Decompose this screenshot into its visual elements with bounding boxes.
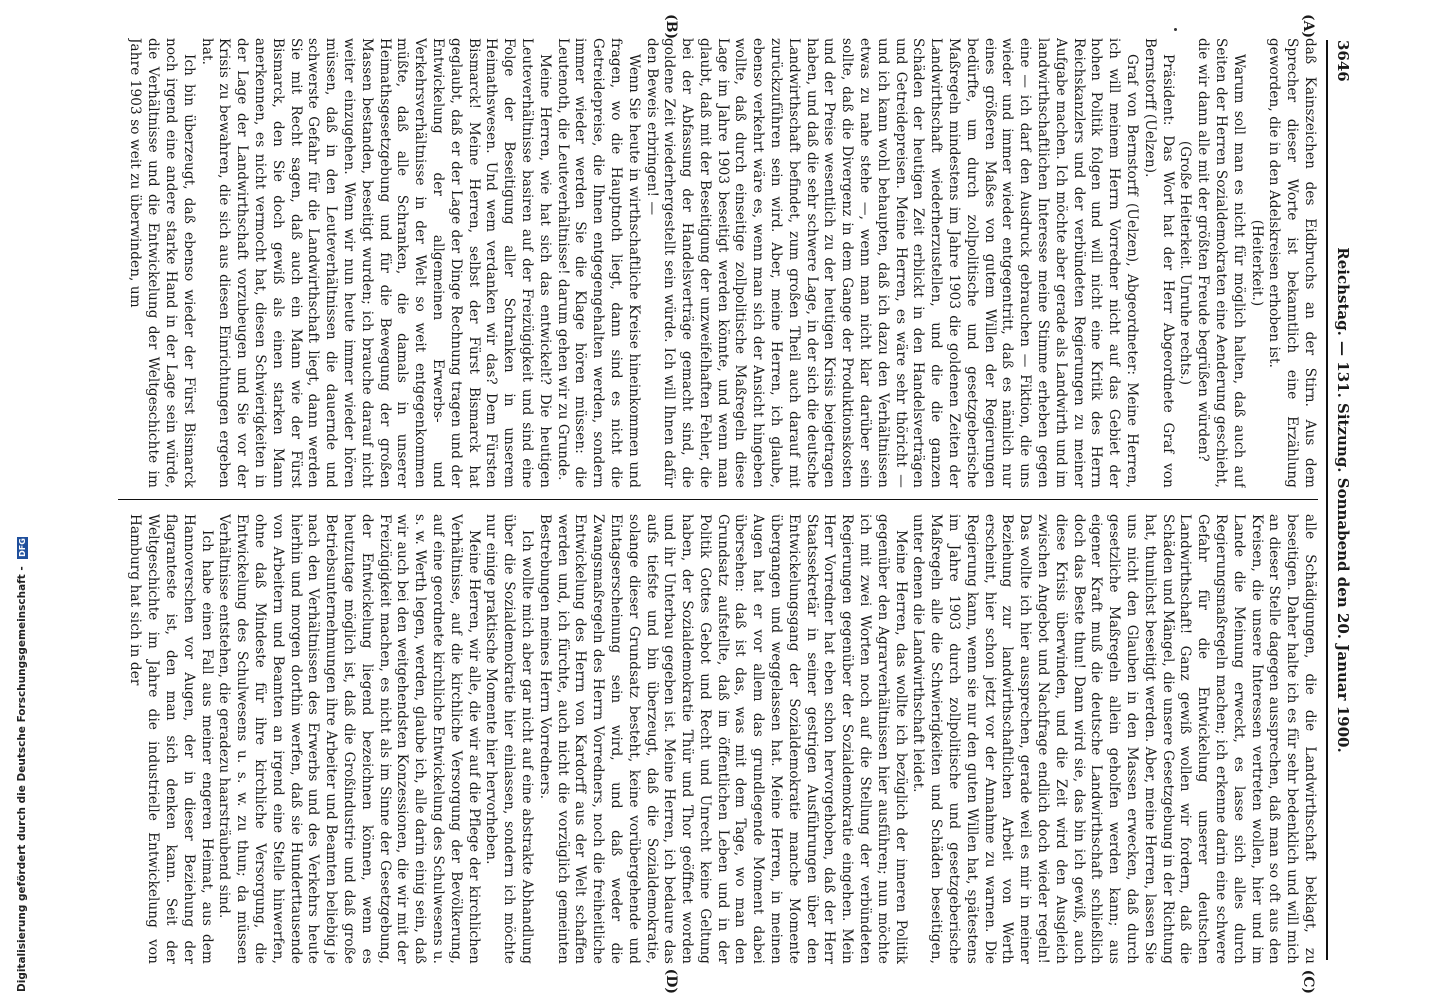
dfg-logo: DFG [17, 538, 27, 557]
rotated-document-page [72, 14, 1362, 994]
paragraph: Meine Herren, das wollte ich bezüglich der inneren Politik gegenüber den Agrarverhältnissen hier ausführen; nun möchte ich mit zwei Worten noch auf die Stellung der verbündeten Regierungen gegenüber der Sozialdemokratie eingehen. Mein Herr Vorredner hat eben schon hervorgehoben, daß der Herr Staatssekretär in seiner gestrigen Ausführungen über den Entwickelungsgang der Sozialdemokratie manche Momente übergangen und weggelassen hat. Meine Herren, in meinen Augen hat er vor allem das grundlegende Moment dabei übersehen: daß ist das, was mit dem Tage, wo man den Grundsatz aufstellte, daß im öffentlichen Leben und in der Politik Gottes Gebot und Recht und Unrecht keine Geltung haben, der Sozialdemokratie Thür und Thor geöffnet worden und ihr Unterbau gegeben ist. Meine Herren, ich bedaure das aufs tiefste und bin überzeugt, daß die Sozialdemokratie, solange dieser Grundsatz besteht, keine vorübergehende und Eintagserscheinung sein wird, und daß weder die Zwangsmaßregeln des Herrn Vorredners, noch die freiheitliche Entwickelung des Herrn von Kardorff aus der Welt schaffen werden und, ich fürchte, auch nicht die vorzüglich gemeinten Bestrebungen meines Herrn Vorredners. [536, 514, 909, 964]
column-divider [118, 499, 1318, 500]
stage-direction: (Große Heiterkeit. Unruhe rechts.) [1177, 140, 1194, 386]
digitization-credit [6, 538, 28, 992]
paragraph: Meine Herren, wir alle, die wir auf die Pflege der kirchlichen Verhältnisse, auf die kirchliche Versorgung der Bevölkerung, auf eine geordnete kirchliche Entwickelung des Schulwesens u. s. w. Werth legen, werden, glaube ich, alle darin einig sein, daß wir auch bei den weitgehendsten Konzessionen, die wir mit der Freizügigkeit machen, es nicht als im Sinne der Gesetzgebung, der Entwickelung liegend bezeichnen können, wenn es heutzutage möglich ist, daß die Großindustrie und daß große Betriebsunternehmungen ihre Arbeiter und Beamten beliebig je nach den Verhältnissen des Erwerbs und des Verkehrs heute hierhin und morgen dorthin werfen, daß sie Hunderttausende von Arbeitern und Beamten an irgend eine Stelle hinwerfen, ohne daß Mindeste für ihre kirchliche Versorgung, die Entwickelung des Schulwesens u. s. w. zu thun; da müssen Verhältnisse entstehen, die geradezu haarsträubend sind. [216, 514, 482, 964]
paragraph: Ich habe einen Fall aus meiner engeren Heimat, aus dem Hannoverschen vor Augen, der in dieser Beziehung der flagranteste ist, den man sich denken kann. Seit der Weltgeschichte im Jahre die industrielle Entwickelung von Hamburg hat sich in der [127, 514, 215, 964]
margin-mark-b: (B) [663, 14, 679, 40]
margin-mark-a: (A) [1300, 14, 1316, 39]
scan-speck [1174, 28, 1177, 31]
margin-mark-d: (D) [663, 968, 679, 994]
paragraph: alle Schädigungen, die die Landwirthschaft beklagt, zu beseitigen. Daher halte ich es für sehr bedenklich und will mich an dieser Stelle dagegen aussprechen, daß man so oft aus den Kreisen, die unsere Interessen vertreten wollen, hier und im Lande die Meinung erweckt, es lasse sich alles durch Regierungsmaßregeln machen; ich erkenne darin eine schwere Gefahr für die Entwickelung unserer deutschen Landwirthschaft! Ganz gewiß wollen wir fordern, daß die Schäden und Mängel, die unsere Gesetzgebung in der Richtung hat, thunlichst beseitigt werden. Aber, meine Herren, lassen Sie uns nicht den Glauben in den Massen erwecken, daß durch gesetzliche Maßregeln allein geholfen werden kann; aus eigener Kraft muß die deutsche Landwirthschaft schließlich doch das Beste thun! Dann wird sie, das bin ich gewiß, auch diese Krisis überwinden, und die Zeit wird den Ausgleich zwischen Angebot und Nachfrage endlich doch wieder regeln! Das wollte ich hier aussprechen, gerade weil es mir in meiner Beziehung zur landwirthschaftlichen Arbeit von Werth erscheint, hier schon jetzt vor der Annahme zu warnen. Die Regierung kann, wenn sie nur den guten Willen hat, spätestens im Jahre 1903 durch zollpolitische und gesetzgeberische Maßregeln alle die Schwierigkeiten und Schäden beseitigen, unter denen die Landwirthschaft leidet. [910, 514, 1318, 964]
stage-direction: (Heiterkeit.) [1248, 219, 1265, 307]
paragraph: Graf von Bernstorff (Uelzen), Abgeordneter: Meine Herren, ich will meinem Herrn Vorredner nicht auf das Gebiet der hohen Politik folgen und will nicht eine Kritik des Herrn Reichskanzlers und der verbündeten Regierungen zu meiner Aufgabe machen. Ich möchte aber gerade als Landwirth und im landwirthschaftlichen Interesse meine Stimme erheben gegen eine — ich darf den Ausdruck gebrauchen — Fiktion, die uns wieder und immer wieder entgegentritt, daß es nämlich nur eines größeren Maßes von gutem Willen der Regierungen bedürfte, um durch zollpolitische und gesetzgeberische Maßregeln mindestens im Jahre 1903 die goldenen Zeiten der Landwirthschaft wiederherzustellen, und die die ganzen Schäden der heutigen Zeit erblickt in den Handelsverträgen und Getreidepreisen. Meine Herren, es wäre sehr thöricht — und ich kann wohl behaupten, daß ich dazu den Verhältnissen etwas zu nahe stehe —, wenn man nicht klar darüber sein sollte, daß die Divergenz in dem Gange der Produktionskosten und der Preise wesentlich zu der heutigen Krisis beigetragen haben, und daß die sehr schwere Lage, in der sich die deutsche Landwirthschaft befindet, zum großen Theil auch darauf mit zurückzuführen sein wird. Aber, meine Herren, ich glaube, ebenso verkehrt wäre es, wenn man sich der Ansicht hingeben wollte, daß durch einseitige zollpolitische Maßregeln diese Lage im Jahre 1903 beseitigt werden könnte, und wenn man glaubt, daß mit der Beseitigung der unzweifelhaften Fehler, die bei der Abfassung der Handelsverträge gemacht sind, die goldene Zeit wiederhergestellt sein würde. Ich will Ihnen dafür den Beweis erbringen! — [643, 38, 1141, 488]
paragraph: Meine Herren, wie hat sich das entwickelt? Die heutigen Leuteverhältnisse basiren auf der Freizügigkeit und sind eine Folge der Beseitigung aller Schranken in unserem Heimathswesen. Und wem verdanken wir das? Dem Fürsten Bismarck! Meine Herren, selbst der Fürst Bismarck hat geglaubt, daß er der Lage der Dinge Rechnung tragen und der Entwickelung der allgemeinen Erwerbs- und Verkehrsverhältnisse in der Welt so weit entgegenkommen müßte, daß alle Schranken, die damals in unserer Heimathsgesetzgebung und für die Bewegung der großen Massen bestanden, beseitigt wurden; ich brauche darauf nicht weiter einzugehen. Wenn wir nun heute immer wieder hören müssen, daß in den Leuteverhältnissen die dauernde und schwerste Gefahr für die Landwirthschaft liegt, dann werden Sie mit Recht sagen, daß auch ein Mann wie der Fürst Bismarck, den Sie doch gewiß als einen starken Mann anerkennen, es nicht vermocht hat, diesen Schwierigkeiten in der Lage der Landwirthschaft vorzubeugen und Sie vor der Krisis zu bewahren, die sich aus diesen Einrichtungen ergeben hat. [198, 38, 553, 488]
paragraph: Ich bin überzeugt, daß ebenso wieder der Fürst Bismarck noch irgend eine andere starke Hand in der Lage sein würde, die Verhältnisse und die Entwickelung der Weltgeschichte im Jahre 1903 so weit zu überwinden, um [127, 38, 197, 488]
paragraph: Ich wollte mich aber gar nicht auf eine abstrakte Abhandlung über die Sozialdemokratie hier einlassen, sondern ich möchte nur einige praktische Momente hier hervorheben. [483, 514, 535, 964]
page-title: Reichstag. — 131. Sitzung. Sonnabend den 20. Januar 1900. [1334, 247, 1352, 753]
margin-mark-c: (C) [1300, 969, 1316, 994]
left-column [103, 38, 1318, 488]
paragraph: Präsident: Das Wort hat der Herr Abgeordnete Graf von Bernstorff (Uelzen). [1141, 38, 1176, 488]
credit-text: Digitalisierung gefördert durch die Deutsche Forschungsgemeinschaft - [16, 566, 28, 992]
paragraph: daß Kainszeichen des Eidbruchs an der Stirn. Aus dem Sprecher dieser Worte ist bekanntlich eine Erzählung geworden, die in den Adelskreisen erhoben ist. [1266, 38, 1318, 488]
right-column [103, 514, 1318, 964]
page-header [1326, 40, 1354, 960]
paragraph: Warum soll man es nicht für möglich halten, daß auch auf Seiten der Herren Sozialdemokraten eine Aenderung geschieht, die wir dann alle mit der größten Freude begrüßen würden? [1195, 38, 1247, 488]
paragraph: Wenn Sie heute in wirthschaftliche Kreise hineinkommen und fragen, wo die Hauptnoth liegt, dann sind es nicht die Getreidepreise, die Ihnen entgegengehalten werden, sondern immer wieder werden Sie die Klage hören müssen: die Leutenoth, die Leuteverhältnisse! darum gehen wir zu Grunde. [554, 38, 642, 488]
page-number: 3646 [1334, 40, 1352, 82]
